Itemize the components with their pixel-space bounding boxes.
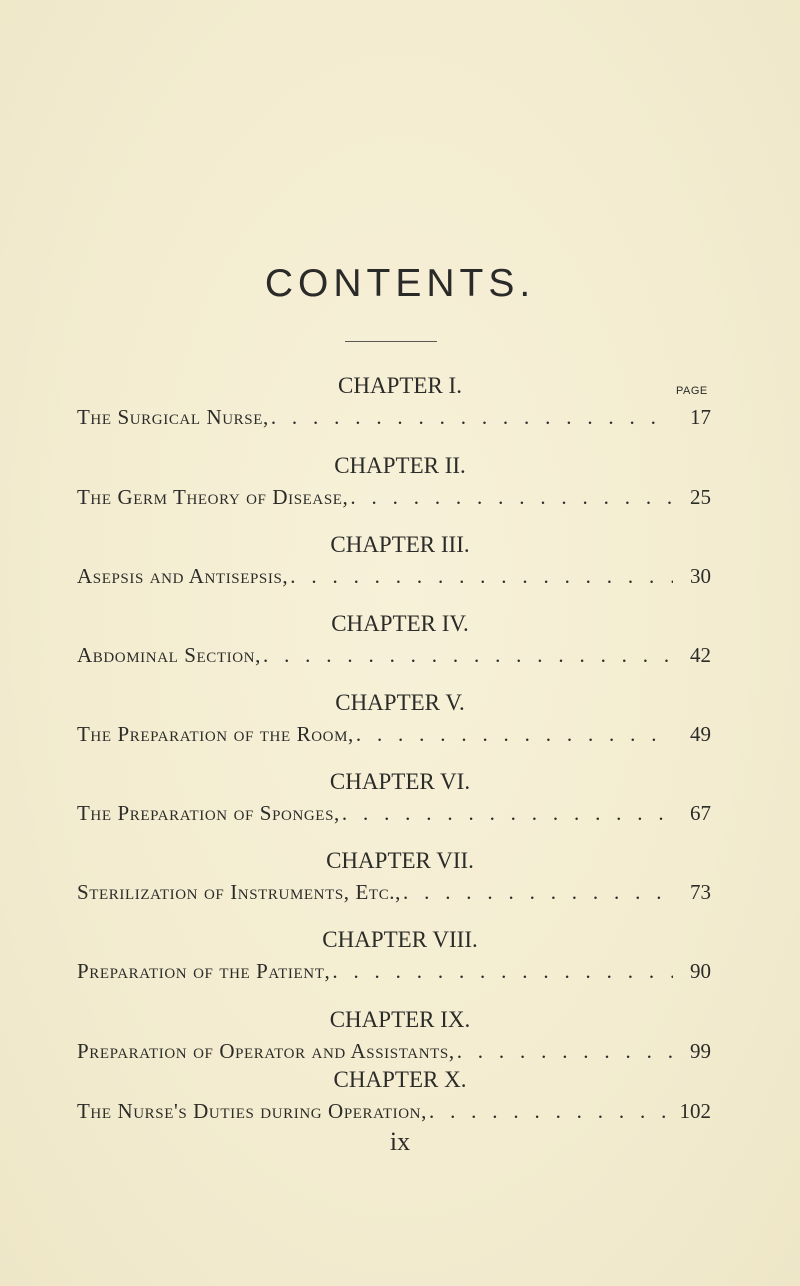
page-column-label: PAGE bbox=[676, 385, 708, 397]
toc-entry-page: 49 bbox=[690, 722, 711, 746]
page-title: CONTENTS. bbox=[264, 262, 536, 305]
toc-entry-page: 67 bbox=[690, 801, 711, 825]
toc-entry[interactable] bbox=[77, 801, 711, 831]
toc-entry[interactable] bbox=[77, 564, 711, 594]
toc-entry-page: 90 bbox=[690, 959, 711, 983]
toc-entry-title: The Preparation of the Room, bbox=[77, 722, 354, 746]
toc-entry-title: Asepsis and Antisepsis, bbox=[77, 564, 289, 588]
dot-leader bbox=[288, 564, 673, 589]
chapter-heading: CHAPTER III. bbox=[330, 532, 470, 557]
toc-entry[interactable] bbox=[77, 643, 711, 673]
toc-entry-title: The Germ Theory of Disease, bbox=[77, 485, 349, 509]
dot-leader bbox=[269, 405, 673, 430]
toc-entry-title: Preparation of Operator and Assistants, bbox=[77, 1039, 455, 1063]
toc-entry[interactable] bbox=[77, 880, 711, 910]
chapter-heading: CHAPTER VI. bbox=[329, 769, 471, 794]
toc-entry-title: Abdominal Section, bbox=[77, 643, 261, 667]
toc-entry[interactable] bbox=[77, 405, 711, 435]
toc-entry-title: Preparation of the Patient, bbox=[77, 959, 331, 983]
toc-entry-page: 42 bbox=[690, 643, 711, 667]
toc-entry-page: 102 bbox=[679, 1099, 711, 1123]
toc-entry[interactable] bbox=[77, 1039, 711, 1069]
toc-entry-title: The Surgical Nurse, bbox=[77, 405, 269, 429]
toc-entry-title: The Preparation of Sponges, bbox=[77, 801, 340, 825]
toc-entry-page: 17 bbox=[690, 405, 711, 429]
chapter-heading: CHAPTER VIII. bbox=[322, 927, 478, 952]
toc-entry-page: 99 bbox=[690, 1039, 711, 1063]
dot-leader bbox=[348, 485, 673, 510]
page-folio: ix bbox=[389, 1127, 411, 1156]
chapter-heading: CHAPTER V. bbox=[335, 690, 465, 715]
dot-leader bbox=[427, 1099, 673, 1124]
toc-entry-page: 73 bbox=[690, 880, 711, 904]
toc-entry-title: Sterilization of Instruments, Etc., bbox=[77, 880, 401, 904]
toc-entry-page: 30 bbox=[690, 564, 711, 588]
title-rule bbox=[345, 341, 437, 342]
toc-entry[interactable] bbox=[77, 959, 711, 989]
chapter-heading: CHAPTER I. bbox=[338, 373, 462, 398]
dot-leader bbox=[330, 959, 673, 984]
dot-leader bbox=[455, 1039, 673, 1064]
chapter-heading: CHAPTER IV. bbox=[331, 611, 469, 636]
chapter-heading: CHAPTER II. bbox=[334, 453, 466, 478]
chapter-heading: CHAPTER VII. bbox=[326, 848, 474, 873]
dot-leader bbox=[261, 643, 673, 668]
chapter-heading: CHAPTER X. bbox=[333, 1067, 467, 1092]
chapter-heading: CHAPTER IX. bbox=[329, 1007, 471, 1032]
dot-leader bbox=[340, 801, 673, 826]
dot-leader bbox=[354, 722, 673, 747]
toc-entry[interactable] bbox=[77, 485, 711, 515]
toc-entry[interactable] bbox=[77, 1099, 711, 1129]
toc-entry-title: The Nurse's Duties during Operation, bbox=[77, 1099, 427, 1123]
dot-leader bbox=[401, 880, 673, 905]
toc-entry[interactable] bbox=[77, 722, 711, 752]
toc-entry-page: 25 bbox=[690, 485, 711, 509]
